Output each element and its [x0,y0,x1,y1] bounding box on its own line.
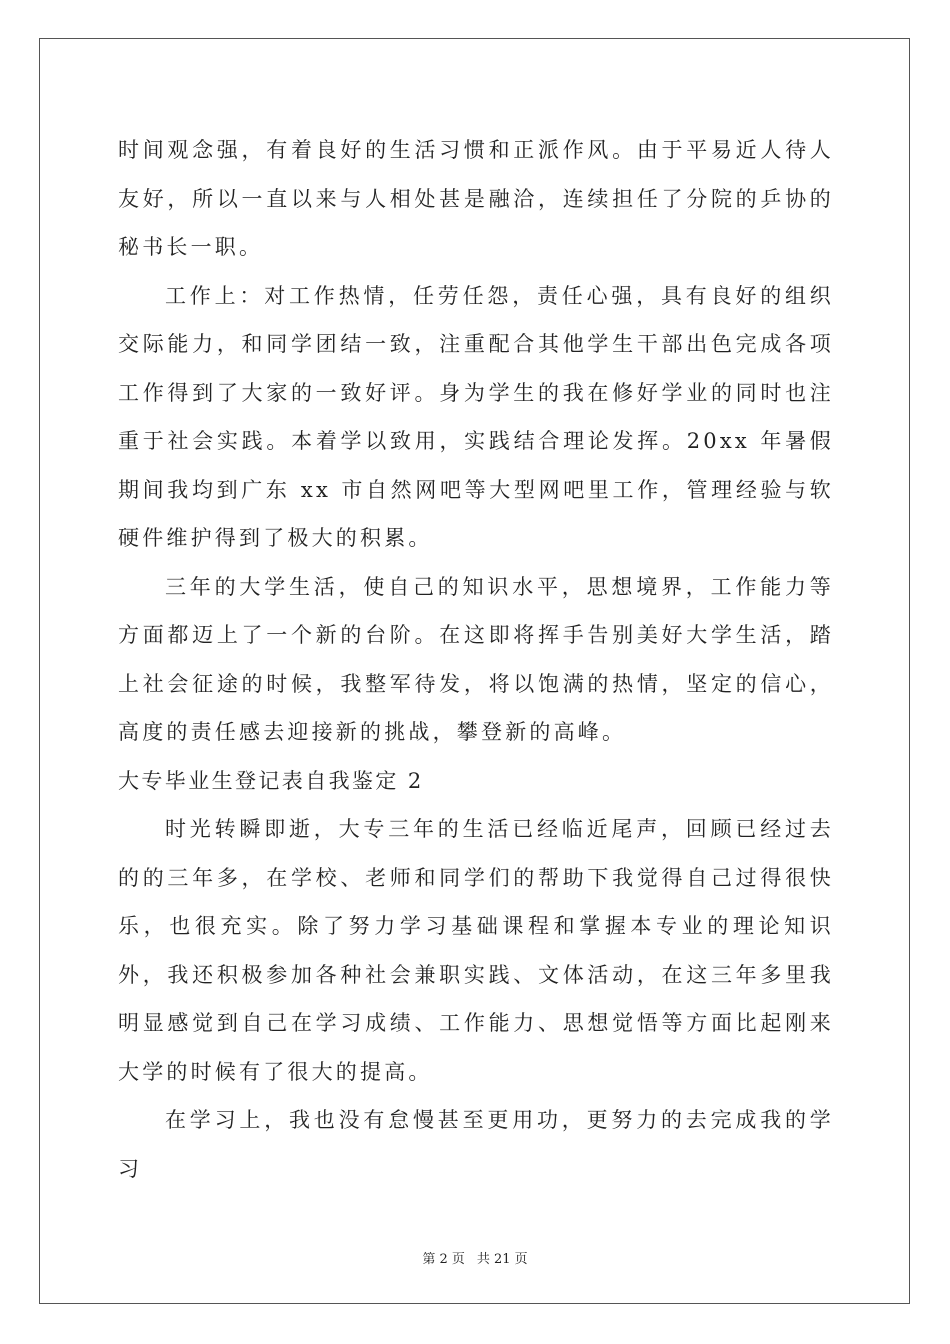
document-body [118,126,834,1193]
page-footer [0,1248,950,1267]
paragraph-work: 工作上：对工作热情，任劳任怨，责任心强，具有良好的组织交际能力，和同学团结一致，注重配合其他学生干部出色完成各项工作得到了大家的一致好评。身为学生的我在修好学业的同时也注重于社会实践。本着学以致用，实践结合理论发挥。20xx 年暑假期间我均到广东 xx 市自然网吧等大型网吧里工作，管理经验与软硬件维护得到了极大的积累。 [118,283,834,550]
page-number: 第 2 页 [422,1252,465,1267]
paragraph-continued: 时间观念强，有着良好的生活习惯和正派作风。由于平易近人待人友好，所以一直以来与人相处甚是融洽，连续担任了分院的乒协的秘书长一职。 [118,138,834,259]
page-total: 共 21 页 [476,1252,528,1267]
paragraph-study: 在学习上，我也没有怠慢甚至更用功，更努力的去完成我的学习 [118,1108,834,1181]
paragraph-summary: 三年的大学生活，使自己的知识水平，思想境界，工作能力等方面都迈上了一个新的台阶。在这即将挥手告别美好大学生活，踏上社会征途的时候，我整军待发，将以饱满的热情，坚定的信心，高度的责任感去迎接新的挑战，攀登新的高峰。 [118,574,834,744]
paragraph-intro: 时光转瞬即逝，大专三年的生活已经临近尾声，回顾已经过去的的三年多，在学校、老师和同学们的帮助下我觉得自己过得很快乐，也很充实。除了努力学习基础课程和掌握本专业的理论知识外，我还积极参加各种社会兼职实践、文体活动，在这三年多里我明显感觉到自己在学习成绩、工作能力、思想觉悟等方面比起刚来大学的时候有了很大的提高。 [118,817,834,1084]
section-heading: 大专毕业生登记表自我鉴定 2 [118,768,424,793]
